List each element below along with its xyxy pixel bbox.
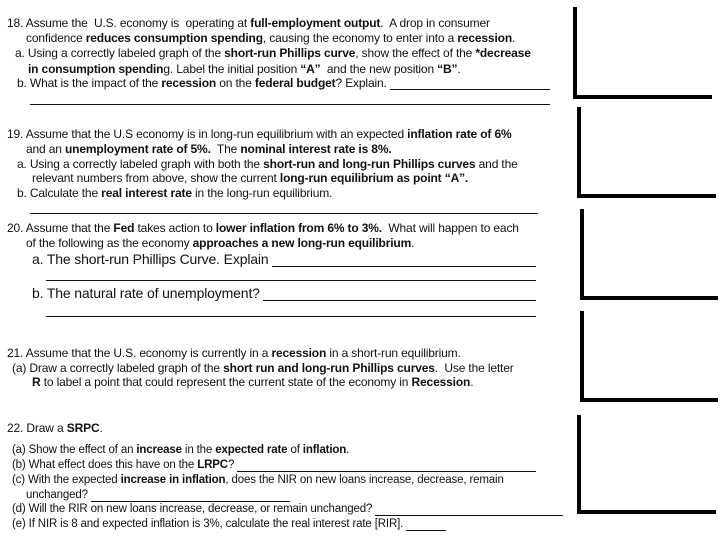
question-line: [32, 375, 473, 389]
text: ?: [227, 459, 235, 471]
question-line: [12, 361, 514, 375]
question-line: [26, 31, 515, 45]
text: (d) Will the RIR on new loans increase, decrease, or remain unchanged?: [12, 503, 373, 515]
question-line: [28, 62, 461, 76]
text: What will happen to each: [381, 221, 519, 235]
bold-text: unemployment rate of 5%.: [65, 142, 211, 156]
text: a. The short-run Phillips Curve. Explain: [32, 251, 269, 267]
text: , show the effect of the: [355, 46, 476, 60]
graph-x-axis: [580, 398, 718, 402]
text: .: [411, 236, 415, 250]
answer-line-20a-2[interactable]: [46, 280, 536, 281]
text: .: [470, 375, 474, 389]
question-line: [17, 76, 550, 90]
bold-text: increase: [136, 444, 182, 456]
question-line: [12, 458, 536, 472]
text: 19. Assume that the U.S economy is in long-run equilibrium with an expected: [7, 127, 408, 141]
bold-text: inflation: [302, 444, 347, 456]
text: .: [346, 444, 350, 456]
answer-blank[interactable]: [263, 289, 536, 301]
bold-text: inflation rate of 6%: [407, 127, 512, 141]
bold-text: federal budget: [254, 76, 336, 90]
bold-text: long-run equilibrium as point “A”.: [279, 171, 469, 185]
question-line: [26, 488, 290, 502]
bold-text: “B”: [437, 62, 458, 76]
bold-text: reduces consumption spending: [85, 31, 263, 45]
text: of: [287, 444, 303, 456]
text: in the long-run equilibrium.: [191, 186, 333, 200]
text: . Use the letter: [434, 361, 514, 375]
bold-text: recession: [271, 346, 327, 360]
answer-blank[interactable]: [272, 255, 536, 267]
answer-blank[interactable]: [406, 519, 446, 531]
bold-text: Recession: [411, 375, 471, 389]
text: a. Using a correctly labeled graph with both the: [17, 157, 264, 171]
bold-text: LRPC: [197, 459, 228, 471]
graph-x-axis: [577, 194, 716, 198]
text: ? Explain.: [335, 76, 387, 90]
question-line: [7, 421, 103, 435]
question-line: [26, 236, 414, 250]
question-line: [12, 473, 504, 487]
bold-text: in consumption spendin: [28, 62, 164, 76]
text: (a) Draw a correctly labeled graph of the: [12, 361, 224, 375]
graph-y-axis: [577, 415, 581, 513]
question-line: [7, 16, 490, 30]
text: 22. Draw a: [7, 421, 67, 435]
question-line: [32, 285, 536, 301]
question-line: [15, 46, 531, 60]
answer-line-20b-2[interactable]: [46, 316, 536, 317]
question-line: [32, 251, 536, 267]
bold-text: nominal interest rate is 8%.: [240, 142, 392, 156]
text: in a short-run equilibrium.: [326, 346, 461, 360]
bold-text: full-employment output: [250, 16, 381, 30]
question-line: [7, 221, 519, 235]
question-line: [17, 157, 518, 171]
text: and the: [475, 157, 518, 171]
text: b. What is the impact of the: [17, 76, 162, 90]
text: (c) With the expected: [12, 474, 121, 486]
text: relevant numbers from above, show the current: [32, 171, 280, 185]
bold-text: lower inflation from 6% to 3%.: [215, 221, 382, 235]
text: The: [210, 142, 241, 156]
text: . A drop in consumer: [380, 16, 490, 30]
text: and the new position: [320, 62, 438, 76]
bold-text: short run and long-run Phillips curves: [223, 361, 435, 375]
text: (e) If NIR is 8 and expected inflation is 3%, calculate the real interest rate [RIR].: [12, 518, 404, 530]
bold-text: Fed: [113, 221, 135, 235]
question-line: [32, 171, 468, 185]
text: unchanged?: [26, 489, 88, 501]
bold-text: recession: [457, 31, 512, 45]
bold-text: short-run and long-run Phillips curves: [263, 157, 476, 171]
text: 18. Assume the U.S. economy is operating at: [7, 16, 251, 30]
question-line: [12, 502, 563, 516]
bold-text: approaches a new long-run equilibrium: [192, 236, 412, 250]
text: .: [457, 62, 461, 76]
question-line: [12, 517, 446, 531]
bold-text: *decrease: [475, 46, 531, 60]
graph-y-axis: [577, 107, 581, 198]
text: 20. Assume that the: [7, 221, 114, 235]
text: of the following as the economy: [26, 236, 193, 250]
bold-text: “A”: [300, 62, 321, 76]
graph-y-axis: [580, 311, 584, 402]
bold-text: real interest rate: [101, 186, 192, 200]
question-line: [7, 346, 461, 360]
text: and an: [26, 142, 65, 156]
text: (b) What effect does this have on the: [12, 459, 198, 471]
answer-line-19b[interactable]: [30, 213, 538, 214]
text: b. The natural rate of unemployment?: [32, 285, 260, 301]
answer-blank[interactable]: [237, 460, 536, 472]
text: , causing the economy to enter into a: [262, 31, 458, 45]
bold-text: SRPC: [66, 421, 100, 435]
bold-text: recession: [161, 76, 217, 90]
bold-text: expected rate: [215, 444, 288, 456]
graph-y-axis: [580, 209, 584, 300]
text: .: [512, 31, 516, 45]
text: in the: [181, 444, 216, 456]
question-line: [17, 186, 332, 200]
question-line: [26, 142, 392, 156]
text: b. Calculate the: [17, 186, 102, 200]
text: confidence: [26, 31, 86, 45]
text: (a) Show the effect of an: [12, 444, 137, 456]
text: , does the NIR on new loans increase, decrease, remain: [225, 474, 504, 486]
question-line: [12, 443, 349, 457]
bold-text: short-run Phillips curve: [224, 46, 356, 60]
text: on the: [216, 76, 255, 90]
bold-text: R: [32, 375, 41, 389]
answer-blank[interactable]: [390, 78, 550, 90]
text: a. Using a correctly labeled graph of the: [15, 46, 225, 60]
bold-text: increase in inflation: [120, 474, 226, 486]
graph-x-axis: [580, 296, 718, 300]
text: to label a point that could represent the current state of the economy in: [40, 375, 412, 389]
answer-blank[interactable]: [375, 504, 563, 516]
graph-x-axis: [573, 95, 712, 99]
graph-x-axis: [577, 510, 716, 514]
text: g. Label the initial position: [163, 62, 301, 76]
answer-blank[interactable]: [91, 490, 290, 502]
question-line: [7, 127, 512, 141]
answer-line-18b-2[interactable]: [30, 104, 550, 105]
text: .: [99, 421, 103, 435]
text: takes action to: [134, 221, 216, 235]
graph-y-axis: [573, 7, 577, 99]
text: 21. Assume that the U.S. economy is currently in a: [7, 346, 272, 360]
